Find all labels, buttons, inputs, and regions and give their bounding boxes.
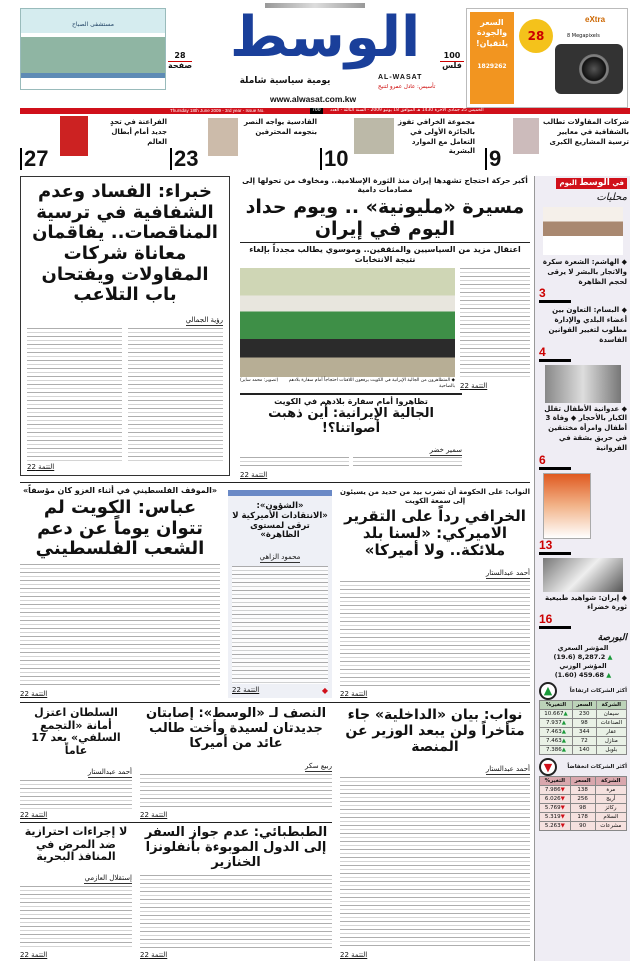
column-header: السعر bbox=[572, 701, 596, 710]
ad-hospital-name: مستشفى الصباح bbox=[72, 21, 114, 28]
cell-value: 5.769 bbox=[544, 805, 561, 812]
cell-value: 5.319 bbox=[544, 814, 561, 821]
sidebar-item-text: ◆ إيران: شواهيد طبيعية ثورة خضراء bbox=[544, 593, 627, 612]
cell-value: أريج bbox=[606, 796, 616, 803]
sidebar-header-today: اليوم bbox=[559, 179, 577, 187]
byline-text: سمير خضر bbox=[429, 445, 462, 454]
story-body-column bbox=[460, 268, 530, 390]
gainers-table bbox=[539, 700, 627, 755]
sidebar-section-label: محليات bbox=[596, 192, 627, 203]
cell-value: الصناعات bbox=[600, 720, 623, 727]
continuation-link[interactable]: التتمة 22 bbox=[340, 950, 368, 959]
date-strip bbox=[20, 108, 630, 114]
story-byline bbox=[232, 546, 328, 563]
story-headline: نواب: بيان «الداخلية» جاء متأخراً ولن يبعد الوزير عن المنصة bbox=[345, 707, 525, 756]
table-header-row bbox=[540, 701, 627, 710]
table-cell bbox=[540, 710, 573, 719]
price-number: 100 bbox=[443, 51, 461, 60]
table-cell bbox=[572, 728, 596, 737]
sidebar-photo-children bbox=[545, 365, 621, 403]
gainers-arrow-icon: ▲ bbox=[539, 682, 557, 700]
down-arrow-icon: ▼ bbox=[560, 814, 565, 821]
story-body bbox=[460, 268, 530, 379]
up-arrow-icon: ▲ bbox=[561, 720, 566, 727]
story-headline: الجالية الإيرانية: أين ذهبت أصواتنا؟! bbox=[268, 406, 434, 436]
table-row bbox=[540, 804, 627, 813]
website-url[interactable]: www.alwasat.com.kw bbox=[270, 94, 357, 104]
camera-lens-icon bbox=[579, 54, 609, 84]
page-count-number: 28 bbox=[174, 51, 186, 60]
story-headline: مسيرة «مليونية» .. ويوم حداد اليوم في إيران bbox=[245, 195, 525, 240]
section-divider bbox=[20, 822, 332, 823]
byline-text: أحمد عبدالستار bbox=[485, 765, 530, 774]
teaser-page-number: 9 bbox=[485, 148, 501, 170]
byline-text: أحمد عبدالستار bbox=[485, 569, 530, 578]
cell-value: بلوبل bbox=[605, 747, 618, 754]
sidebar-item-page: 13 bbox=[539, 539, 571, 555]
teaser-page-number: 10 bbox=[320, 148, 348, 170]
price-index-number: 8,287.2 bbox=[577, 653, 606, 662]
sidebar-item-page: 6 bbox=[539, 454, 571, 470]
continuation-link[interactable]: التتمة 22 bbox=[140, 810, 168, 819]
teaser-photo bbox=[208, 118, 238, 156]
continuation-link[interactable]: التتمة 22 bbox=[20, 810, 48, 819]
down-arrow-icon: ▼ bbox=[560, 823, 565, 830]
cell-value: سيمان bbox=[603, 711, 619, 718]
story-tabtabaei[interactable] bbox=[140, 826, 332, 959]
table-cell bbox=[595, 813, 626, 822]
teaser-page-23[interactable] bbox=[170, 116, 320, 174]
story-byline bbox=[340, 758, 530, 775]
up-arrow-small-icon: ▲ bbox=[606, 670, 612, 679]
cell-value: ركائز bbox=[605, 805, 617, 812]
table-cell bbox=[572, 737, 596, 746]
sidebar-item-page-6[interactable] bbox=[539, 365, 627, 470]
ad-price-tag bbox=[470, 12, 514, 104]
weight-index-label: المؤشر الوزني bbox=[559, 661, 607, 670]
cell-value: 7.463 bbox=[545, 729, 562, 736]
sidebar-item-page-3[interactable] bbox=[539, 258, 627, 303]
photo-credit: (تصوير: محمد ساير) bbox=[240, 378, 279, 383]
price-index-change: (19.6) bbox=[553, 653, 576, 662]
byline-text: محمود الزاهي bbox=[259, 553, 301, 562]
table-cell bbox=[540, 795, 571, 804]
camera-advertisement[interactable] bbox=[466, 8, 628, 108]
teaser-page-number: 27 bbox=[20, 148, 48, 170]
cell-value: 140 bbox=[579, 747, 590, 754]
weight-index-number: 459.68 bbox=[578, 670, 605, 679]
table-cell bbox=[540, 813, 571, 822]
story-headline: «الشؤون»: «الانتقادات الأميركية لا ترقى لمستوى الظاهرة» bbox=[232, 501, 328, 541]
protest-photo bbox=[240, 268, 455, 377]
story-deck: اعتقال مزيد من السياسيين والمثقفين.. وموسوي يطالب مجدداً بإلغاء نتيجة الانتخابات bbox=[249, 245, 521, 265]
teaser-page-9[interactable] bbox=[475, 116, 630, 174]
divider bbox=[240, 242, 530, 243]
story-headline: الخرافي رداً على التقرير الاميركي: «لسنا بلد ملائكة.. ولا أميركا» bbox=[344, 506, 526, 559]
story-body bbox=[340, 777, 530, 948]
table-header-row bbox=[540, 777, 627, 786]
table-cell bbox=[570, 795, 595, 804]
table-cell bbox=[596, 719, 626, 728]
story-body bbox=[340, 581, 530, 687]
up-arrow-icon: ▲ bbox=[561, 738, 566, 745]
down-arrow-icon: ▼ bbox=[560, 805, 565, 812]
story-body-left bbox=[240, 457, 349, 469]
cell-value: مشرعات bbox=[600, 823, 622, 830]
section-divider bbox=[20, 702, 530, 703]
continuation-link[interactable]: التتمة 22 bbox=[340, 689, 368, 698]
ad-line1: السعر bbox=[480, 18, 504, 27]
sidebar-item-page-13[interactable] bbox=[539, 473, 627, 555]
cell-value: 90 bbox=[579, 823, 587, 830]
story-kicker: تظاهروا أمام سفارة بلادهم في الكويت bbox=[274, 397, 428, 406]
photo-caption: ◆ المتظاهرون من الجالية الإيرانية في الكويت يرفعون اللافتات احتجاجاً أمام سفارة بلادهم بالضاحية bbox=[288, 378, 455, 389]
gainers-heading bbox=[539, 682, 627, 700]
price-label: فلس bbox=[440, 61, 464, 71]
caption-row bbox=[240, 378, 455, 390]
ad-line3: يلتقيان! bbox=[475, 38, 509, 48]
table-row bbox=[540, 813, 627, 822]
story-byline bbox=[140, 755, 332, 772]
table-cell bbox=[540, 719, 573, 728]
table-row bbox=[540, 710, 627, 719]
magazine-cover-image bbox=[543, 473, 591, 539]
table-cell bbox=[540, 737, 573, 746]
story-kicker: «الموقف الفلسطيني في أثناء الغزو كان مؤسفاً» bbox=[23, 486, 217, 495]
losers-table bbox=[539, 776, 627, 831]
table-cell bbox=[572, 719, 596, 728]
table-cell bbox=[595, 804, 626, 813]
camera-image bbox=[555, 44, 623, 94]
table-cell bbox=[595, 795, 626, 804]
iran-photo-row bbox=[240, 268, 530, 390]
cell-value: 178 bbox=[577, 814, 588, 821]
story-headline: خبراء: الفساد وعدم الشفافية في ترسية المناقصات.. يفاقمان معاناة شركات المقاولات ويفتحان باب التلاعب bbox=[32, 181, 218, 306]
story-byline bbox=[240, 439, 462, 456]
story-social-affairs[interactable] bbox=[228, 490, 332, 698]
cell-value: 138 bbox=[577, 787, 588, 794]
ad-spec: 8 Megapixels bbox=[567, 33, 600, 39]
cell-value: 98 bbox=[580, 720, 588, 727]
gainers-block bbox=[539, 682, 627, 755]
table-cell bbox=[540, 804, 571, 813]
losers-title: أكثر الشركات انخفاضاً bbox=[567, 763, 627, 770]
table-cell bbox=[572, 746, 596, 755]
story-sultan[interactable] bbox=[20, 707, 132, 819]
sidebar-content bbox=[539, 178, 627, 831]
story-body bbox=[140, 774, 332, 809]
continuation-link[interactable]: التتمة 22 bbox=[20, 950, 48, 959]
table-cell bbox=[596, 728, 626, 737]
cell-value: 10.667 bbox=[544, 711, 564, 718]
byline-text: إستقلال العازمي bbox=[84, 873, 132, 882]
photo-column bbox=[240, 268, 455, 390]
story-kicker: النواب: على الحكومة أن تضرب بيد من حديد من يسيئون إلى سمعة الكويت bbox=[340, 488, 530, 505]
story-body bbox=[232, 566, 328, 684]
story-kharafi[interactable] bbox=[340, 488, 530, 698]
table-row bbox=[540, 719, 627, 728]
cell-value: 6.026 bbox=[544, 796, 561, 803]
cell-value: 344 bbox=[579, 729, 590, 736]
price-index-value bbox=[539, 653, 627, 662]
table-cell bbox=[596, 737, 626, 746]
down-arrow-icon: ▼ bbox=[560, 796, 565, 803]
section-divider bbox=[20, 482, 530, 483]
continuation-link[interactable]: التتمة 22 bbox=[20, 689, 48, 698]
teaser-strip bbox=[20, 116, 630, 174]
weight-index-value bbox=[539, 671, 627, 680]
page-count-label: صفحة bbox=[168, 60, 193, 70]
story-headline: لا إجراءات احترازية ضد المرض في المنافذ البحرية bbox=[24, 825, 128, 864]
cell-value: 230 bbox=[579, 711, 590, 718]
sidebar-portrait bbox=[543, 207, 623, 255]
sidebar-today bbox=[534, 176, 630, 961]
story-body-right bbox=[128, 328, 223, 460]
story-body bbox=[140, 875, 332, 949]
column-header: التغير% bbox=[540, 777, 571, 786]
gainers-title: أكثر الشركات ارتفاعاً bbox=[569, 687, 627, 694]
continuation-link[interactable]: التتمة 22 bbox=[460, 381, 488, 390]
continuation-link[interactable]: التتمة 22 bbox=[240, 470, 268, 479]
byline-text: رؤية الجمالي bbox=[185, 316, 223, 325]
story-iranian-community[interactable] bbox=[240, 393, 462, 479]
table-cell bbox=[570, 786, 595, 795]
table-row bbox=[540, 728, 627, 737]
story-abbas[interactable] bbox=[20, 486, 220, 698]
teaser-text: القادسية يواجه النصر بنجومه المحترفين bbox=[244, 118, 317, 136]
ad-price-badge: 28 bbox=[519, 19, 553, 53]
sidebar-item-text: ◆ الهاشم: الشعرة سكرة والاتجار بالبشر لا يرقى لحجم الظاهرة bbox=[542, 258, 627, 286]
table-cell bbox=[596, 746, 626, 755]
story-byline bbox=[20, 867, 132, 884]
table-cell bbox=[540, 746, 573, 755]
continuation-link[interactable]: التتمة 22 bbox=[27, 462, 55, 471]
table-row bbox=[540, 786, 627, 795]
column-header: الشركة bbox=[596, 701, 626, 710]
byline-text: أحمد عبدالستار bbox=[87, 767, 132, 776]
story-body bbox=[20, 780, 132, 809]
story-body bbox=[20, 564, 220, 688]
table-cell bbox=[570, 822, 595, 831]
story-headline: عباس: الكويت لم تتوان يوماً عن دعم الشعب الفلسطيني bbox=[35, 497, 205, 560]
table-row bbox=[540, 746, 627, 755]
cell-value: 7.386 bbox=[545, 747, 562, 754]
masthead-latin-name: AL-WASAT bbox=[378, 74, 423, 81]
table-cell bbox=[540, 822, 571, 831]
table-cell bbox=[595, 822, 626, 831]
cell-value: 7.937 bbox=[545, 720, 562, 727]
sidebar-item-page: 3 bbox=[539, 287, 571, 303]
table-cell bbox=[570, 813, 595, 822]
sidebar-header bbox=[556, 178, 627, 189]
teaser-text: مجموعة الخرافي تفوز بالجائزة الأولى في التعامل مع الموارد البشرية bbox=[398, 118, 475, 156]
cell-value: 256 bbox=[577, 796, 588, 803]
story-byline bbox=[20, 761, 132, 778]
story-body-columns bbox=[240, 457, 462, 469]
table-cell bbox=[570, 804, 595, 813]
up-arrow-small-icon: ▲ bbox=[607, 653, 613, 662]
cell-value: 5.263 bbox=[544, 823, 561, 830]
red-bullet-icon: ◆ bbox=[321, 686, 328, 695]
table-row bbox=[540, 795, 627, 804]
masthead-logo[interactable]: الوسط bbox=[229, 5, 421, 70]
story-headline: الطبطبائي: عدم جواز السفر إلى الدول الموبوءة بأنفلونزا الخنازير bbox=[144, 825, 328, 870]
story-body-left bbox=[27, 328, 122, 460]
cell-value: 7.986 bbox=[544, 787, 561, 794]
date-english: Thursday 18th June 2009 - 3rd year - Issue No. bbox=[170, 108, 265, 113]
left-advertisement[interactable] bbox=[20, 8, 166, 90]
losers-heading bbox=[539, 758, 627, 776]
teaser-text: شركات المقاولات تطالب بالشفافية في معايير ترسية المشاريع الكبرى bbox=[543, 118, 629, 146]
teaser-photo bbox=[60, 116, 88, 156]
teaser-photo bbox=[354, 118, 394, 154]
sidebar-item-page: 4 bbox=[539, 346, 571, 362]
story-byline bbox=[340, 562, 530, 579]
sidebar-item-page: 16 bbox=[539, 613, 571, 629]
table-cell bbox=[572, 710, 596, 719]
story-iran[interactable] bbox=[240, 176, 530, 390]
sidebar-header-brand: الوسط bbox=[579, 178, 610, 188]
story-sea-ports[interactable] bbox=[20, 826, 132, 959]
date-arabic: الخميس 25 جمادى الآخرة 1430 هـ الموافق 18 يونيو 2009 - السنة الثالثة - العدد bbox=[330, 108, 484, 113]
column-header: الشركة bbox=[595, 777, 626, 786]
cell-value: 72 bbox=[580, 738, 588, 745]
bourse-section bbox=[539, 632, 627, 679]
sidebar-photo-iran bbox=[543, 558, 623, 592]
story-headline: السلطان اعتزل أمانة «التجمع السلفي» بعد 17 عاماً bbox=[31, 706, 121, 757]
masthead-tagline: يومية سياسية شاملة bbox=[239, 76, 331, 86]
ad-phone: 1829262 bbox=[477, 63, 507, 71]
teaser-text: الفراعنة في تحدٍ جديد أمام أبطال العالم bbox=[110, 118, 167, 146]
story-mps[interactable] bbox=[340, 707, 530, 959]
table-row bbox=[540, 737, 627, 746]
table-cell bbox=[540, 728, 573, 737]
column-header: التغير% bbox=[540, 701, 573, 710]
story-headline: النصف لـ «الوسط»: إصابتان جديدتان لسيدة وأخت طالب عائد من أميركا bbox=[145, 706, 327, 751]
table-cell bbox=[540, 786, 571, 795]
story-body-columns bbox=[27, 328, 223, 460]
cell-value: مرة bbox=[606, 787, 616, 794]
table-cell bbox=[596, 710, 626, 719]
table-cell bbox=[595, 786, 626, 795]
price-index-label: المؤشر السعري bbox=[557, 644, 609, 653]
teaser-page-10[interactable] bbox=[320, 116, 475, 174]
cell-value: 7.463 bbox=[545, 738, 562, 745]
masthead-founder: تأسيس: عادل عمرو لتنيح bbox=[378, 84, 436, 90]
up-arrow-icon: ▲ bbox=[561, 729, 566, 736]
story-body-right bbox=[353, 457, 462, 469]
down-arrow-icon: ▼ bbox=[560, 787, 565, 794]
story-experts[interactable] bbox=[20, 176, 230, 476]
column-header: السعر bbox=[570, 777, 595, 786]
cell-value: منازل bbox=[604, 738, 618, 745]
sidebar-item-page-16[interactable] bbox=[539, 558, 627, 630]
cell-value: 98 bbox=[579, 805, 587, 812]
teaser-page-27[interactable] bbox=[20, 116, 170, 174]
losers-block bbox=[539, 758, 627, 831]
losers-arrow-icon: ▼ bbox=[539, 758, 557, 776]
story-swine-flu[interactable] bbox=[140, 707, 332, 819]
teaser-page-number: 23 bbox=[170, 148, 198, 170]
sidebar-item-text: ◆ البسام: التعاون بين أعضاء البلدي والإدارة مطلوب لتغيير القوانين الفاسدة bbox=[548, 306, 627, 344]
story-body bbox=[20, 886, 132, 949]
sidebar-item-page-4[interactable] bbox=[539, 306, 627, 361]
continuation-link[interactable]: التتمة 22 bbox=[140, 950, 168, 959]
sidebar-item-text: ◆ عدوانية الأطفال تقلل الكبار بالأحجار ◆ وفاة 3 أطفال وامرأة مختنقين في حريق بشقة في الفروانية bbox=[544, 404, 627, 452]
bourse-title: البورصة bbox=[597, 633, 627, 644]
story-kicker: أكبر حركة احتجاج تشهدها إيران منذ الثورة الإسلامية.. ومخاوف من تحولها إلى مصادمات دامية bbox=[242, 176, 528, 195]
ad-line2: والجودة bbox=[476, 28, 508, 38]
byline-text: ربيع سكر bbox=[305, 761, 332, 770]
ad-brand: eXtra bbox=[585, 15, 606, 24]
price bbox=[440, 52, 464, 71]
continuation-link[interactable]: التتمة 22 bbox=[232, 686, 260, 695]
weight-index-change: (1.60) bbox=[554, 670, 577, 679]
cell-value: السلام bbox=[603, 814, 619, 821]
up-arrow-icon: ▲ bbox=[563, 711, 568, 718]
page-count bbox=[168, 52, 192, 71]
issue-number: 700 bbox=[312, 108, 321, 113]
story-byline bbox=[27, 309, 223, 326]
sidebar-header-label: في bbox=[612, 179, 624, 187]
cell-value: عقار bbox=[606, 729, 617, 736]
up-arrow-icon: ▲ bbox=[561, 747, 566, 754]
table-row bbox=[540, 822, 627, 831]
teaser-photo bbox=[513, 118, 539, 154]
